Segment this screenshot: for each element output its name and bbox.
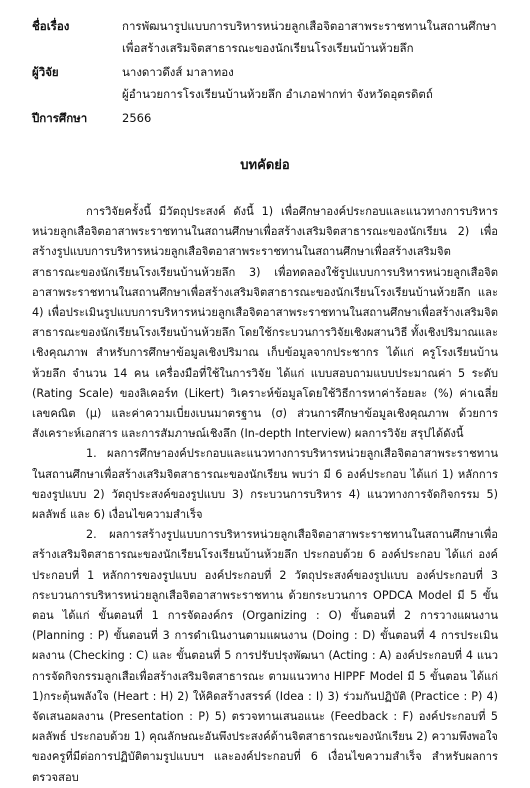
year-value: 2566 bbox=[122, 111, 152, 125]
abstract-body bbox=[32, 202, 498, 788]
researcher-position: ผู้อำนวยการโรงเรียนบ้านห้วยลึก อำเภอฟากท่า จังหวัดอุตรดิตถ์ bbox=[122, 87, 433, 101]
researcher-name: นางดาวดึงส์ มาลาทอง bbox=[122, 65, 234, 79]
title-row bbox=[32, 18, 502, 58]
abstract-paragraph-1: การวิจัยครั้งนี้ มีวัตถุประสงค์ ดังนี้ 1) เพื่อศึกษาองค์ประกอบและแนวทางการบริหารหน่วยลูกเสือจิตอาสาพระราชทานในสถานศึกษาเพื่อสร้างเสริมจิตสาธารณะของนักเรียน 2) เพื่อสร้างรูปแบบการบริหารหน่วยลูกเสือจิตอาสาพระราชทานในสถานศึกษาเพื่อสร้างเสริมจิตสาธารณะของนักเรียนโรงเรียนบ้านห้วยลึก 3) เพื่อทดลองใช้รูปแบบการบริหารหน่วยลูกเสือจิตอาสาพระราชทานในสถานศึกษาเพื่อสร้างเสริมจิตสาธารณะของนักเรียนโรงเรียนบ้านห้วยลึก และ 4) เพื่อประเมินรูปแบบการบริหารหน่วยลูกเสือจิตอาสาพระราชทานในสถานศึกษาเพื่อสร้างเสริมจิตสาธารณะของนักเรียนโรงเรียนบ้านห้วยลึก โดยใช้กระบวนการวิจัยเชิงผสานวิธี ทั้งเชิงปริมาณและเชิงคุณภาพ สำหรับการศึกษาข้อมูลเชิงปริมาณ เก็บข้อมูลจากประชากร ได้แก่ ครูโรงเรียนบ้านห้วยลึก จำนวน 14 คน เครื่องมือที่ใช้ในการวิจัย ได้แก่ แบบสอบถามแบบประมาณค่า 5 ระดับ (Rating Scale) ของลิเคอร์ท (Likert) วิเคราะห์ข้อมูลโดยใช้วิธีการหาค่าร้อยละ (%) ค่าเฉลี่ยเลขคณิต (μ) และค่าความเบี่ยงเบนมาตรฐาน (σ) ส่วนการศึกษาข้อมูลเชิงคุณภาพ ด้วยการสังเคราะห์เอกสาร และการสัมภาษณ์เชิงลึก (In-depth Interview) ผลการวิจัย สรุปได้ดังนี้ bbox=[32, 205, 498, 441]
abstract-paragraph-3: 2. ผลการสร้างรูปแบบการบริหารหน่วยลูกเสือจิตอาสาพระราชทานในสถานศึกษาเพื่อสร้างเสริมจิตสาธารณะของนักเรียนโรงเรียนบ้านห้วยลึก ประกอบด้วย 6 องค์ประกอบ ได้แก่ องค์ประกอบที่ 1 หลักการของรูปแบบ องค์ประกอบที่ 2 วัตถุประสงค์ของรูปแบบ องค์ประกอบที่ 3 กระบวนการบริหารหน่วยลูกเสือจิตอาสาพระราชทาน ด้วยกระบวนการ OPDCA Model มี 5 ขั้นตอน ได้แก่ ขั้นตอนที่ 1 การจัดองค์กร (Organizing : O) ขั้นตอนที่ 2 การวางแผนงาน (Planning : P) ขั้นตอนที่ 3 การดำเนินงานตามแผนงาน (Doing : D) ขั้นตอนที่ 4 การประเมินผลงาน (Checking : C) และ ขั้นตอนที่ 5 การปรับปรุงพัฒนา (Acting : A) องค์ประกอบที่ 4 แนวการจัดกิจกรรมลูกเสือเพื่อสร้างเสริมจิตสาธารณะ ตามแนวทาง HIPPF Model มี 5 ขั้นตอน ได้แก่ 1)กระตุ้นพลังใจ (Heart : H) 2) ให้คิดสร้างสรรค์ (Idea : I) 3) ร่วมกันปฏิบัติ (Practice : P) 4) จัดเสนอผลงาน (Presentation : P) 5) ตรวจทานเสนอแนะ (Feedback : F) องค์ประกอบที่ 5 ผลลัพธ์ ประกอบด้วย 1) คุณลักษณะอันพึงประสงค์ด้านจิตสาธารณะของนักเรียน 2) ความพึงพอใจของครูที่มีต่อการปฏิบัติตามรูปแบบฯ และองค์ประกอบที่ 6 เงื่อนไขความสำเร็จ สำหรับผลการตรวจสอบ bbox=[32, 528, 498, 784]
title-line-2: เพื่อสร้างเสริมจิตสาธารณะของนักเรียนโรงเรียนบ้านห้วยลึก bbox=[122, 41, 414, 55]
researcher-row bbox=[32, 64, 502, 104]
abstract-heading: บทคัดย่อ bbox=[240, 158, 290, 173]
title-label: ชื่อเรื่อง bbox=[32, 19, 70, 33]
year-label: ปีการศึกษา bbox=[32, 111, 88, 125]
title-line-1: การพัฒนารูปแบบการบริหารหน่วยลูกเสือจิตอาสาพระราชทานในสถานศึกษา bbox=[122, 19, 497, 33]
abstract-paragraph-2: 1. ผลการศึกษาองค์ประกอบและแนวทางการบริหารหน่วยลูกเสือจิตอาสาพระราชทานในสถานศึกษาเพื่อสร้างเสริมจิตสาธารณะของนักเรียน พบว่า มี 6 องค์ประกอบ ได้แก่ 1) หลักการของรูปแบบ 2) วัตถุประสงค์ของรูปแบบ 3) กระบวนการบริหาร 4) แนวทางการจัดกิจกรรม 5) ผลลัพธ์ และ 6) เงื่อนไขความสำเร็จ bbox=[32, 447, 498, 522]
year-row bbox=[32, 110, 502, 130]
researcher-label: ผู้วิจัย bbox=[32, 65, 59, 79]
